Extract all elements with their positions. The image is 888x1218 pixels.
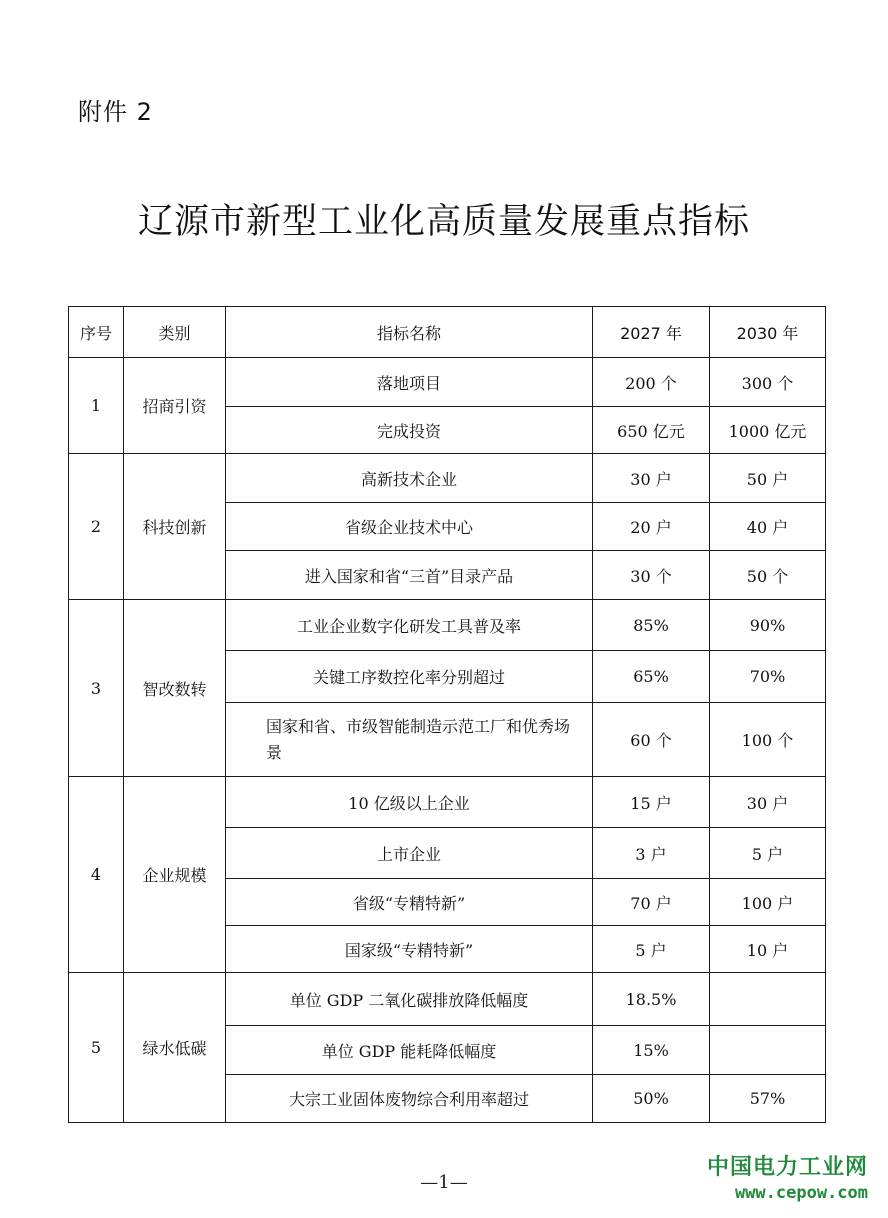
header-no: 序号 xyxy=(69,307,124,358)
table-row xyxy=(69,777,826,828)
indicator-name: 进入国家和省“三首”目录产品 xyxy=(226,551,593,600)
indicator-name: 省级企业技术中心 xyxy=(226,503,593,551)
indicator-name: 大宗工业固体废物综合利用率超过 xyxy=(226,1075,593,1123)
value-2030: 100 户 xyxy=(710,879,826,926)
value-2027: 70 户 xyxy=(593,879,710,926)
table-row xyxy=(69,454,826,503)
attachment-label: 附件 2 xyxy=(78,98,153,126)
value-2030: 10 户 xyxy=(710,926,826,973)
value-2030: 90% xyxy=(710,600,826,651)
indicator-name: 单位 GDP 能耗降低幅度 xyxy=(226,1026,593,1075)
value-2030: 40 户 xyxy=(710,503,826,551)
group-number: 4 xyxy=(69,777,124,973)
value-2030: 50 户 xyxy=(710,454,826,503)
value-2030: 300 个 xyxy=(710,358,826,407)
value-2027: 15 户 xyxy=(593,777,710,828)
table-row xyxy=(69,600,826,651)
header-2027: 2027 年 xyxy=(593,307,710,358)
value-2027: 3 户 xyxy=(593,828,710,879)
group-number: 2 xyxy=(69,454,124,600)
indicator-name: 国家和省、市级智能制造示范工厂和优秀场景 xyxy=(226,703,593,777)
value-2027: 30 个 xyxy=(593,551,710,600)
header-category: 类别 xyxy=(124,307,226,358)
indicators-table xyxy=(68,306,826,1123)
value-2027: 15% xyxy=(593,1026,710,1075)
document-title: 辽源市新型工业化高质量发展重点指标 xyxy=(137,202,750,242)
group-category: 绿水低碳 xyxy=(124,973,226,1123)
group-category: 招商引资 xyxy=(124,358,226,454)
indicator-name: 关键工序数控化率分别超过 xyxy=(226,651,593,703)
value-2027: 30 户 xyxy=(593,454,710,503)
header-2030: 2030 年 xyxy=(710,307,826,358)
value-2030: 30 户 xyxy=(710,777,826,828)
indicator-name: 省级“专精特新” xyxy=(226,879,593,926)
value-2027: 200 个 xyxy=(593,358,710,407)
table-row xyxy=(69,973,826,1026)
table-row xyxy=(69,358,826,407)
indicator-name: 单位 GDP 二氧化碳排放降低幅度 xyxy=(226,973,593,1026)
value-2027: 50% xyxy=(593,1075,710,1123)
value-2027: 85% xyxy=(593,600,710,651)
header-indicator-name: 指标名称 xyxy=(226,307,593,358)
group-category: 科技创新 xyxy=(124,454,226,600)
value-2030: 5 户 xyxy=(710,828,826,879)
group-number: 5 xyxy=(69,973,124,1123)
watermark-url: www.cepow.com xyxy=(734,1183,868,1203)
value-2030: 100 个 xyxy=(710,703,826,777)
group-number: 3 xyxy=(69,600,124,777)
value-2030 xyxy=(710,973,826,1026)
value-2030 xyxy=(710,1026,826,1075)
value-2027: 65% xyxy=(593,651,710,703)
table-header-row xyxy=(69,307,826,358)
value-2027: 60 个 xyxy=(593,703,710,777)
value-2027: 5 户 xyxy=(593,926,710,973)
value-2027: 20 户 xyxy=(593,503,710,551)
page-number: —1— xyxy=(420,1172,468,1193)
value-2027: 18.5% xyxy=(593,973,710,1026)
indicator-name: 上市企业 xyxy=(226,828,593,879)
group-category: 智改数转 xyxy=(124,600,226,777)
indicator-name: 完成投资 xyxy=(226,407,593,454)
group-number: 1 xyxy=(69,358,124,454)
indicator-name: 落地项目 xyxy=(226,358,593,407)
watermark-site-name: 中国电力工业网 xyxy=(706,1155,868,1180)
value-2030: 70% xyxy=(710,651,826,703)
indicator-name: 10 亿级以上企业 xyxy=(226,777,593,828)
indicator-name: 高新技术企业 xyxy=(226,454,593,503)
value-2030: 50 个 xyxy=(710,551,826,600)
value-2030: 57% xyxy=(710,1075,826,1123)
group-category: 企业规模 xyxy=(124,777,226,973)
indicator-name: 工业企业数字化研发工具普及率 xyxy=(226,600,593,651)
site-watermark xyxy=(707,1150,868,1203)
indicator-name: 国家级“专精特新” xyxy=(226,926,593,973)
value-2027: 650 亿元 xyxy=(593,407,710,454)
value-2030: 1000 亿元 xyxy=(710,407,826,454)
